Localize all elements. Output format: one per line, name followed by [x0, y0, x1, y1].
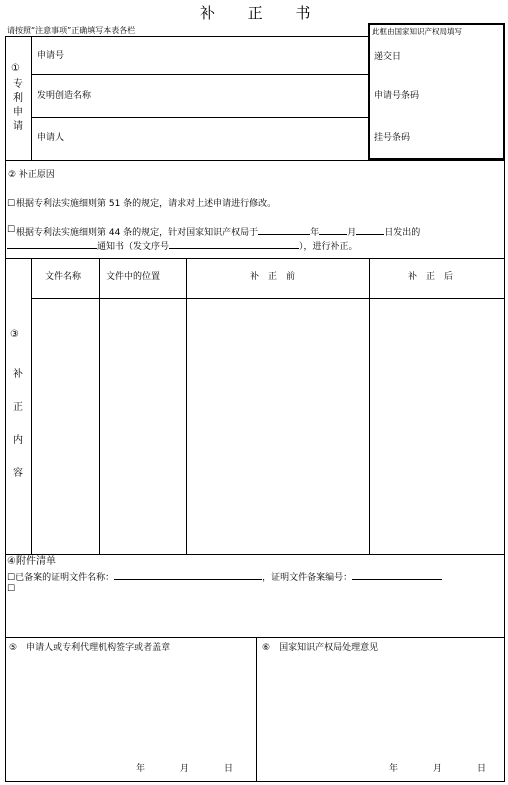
submit-date-label: 递交日	[374, 52, 402, 62]
reason2-suffix: ），进行补正。	[299, 242, 358, 252]
reason2-text	[16, 226, 420, 238]
reason2-line2	[7, 240, 358, 252]
reason2-prefix: 根据专利法实施细则第 44 条的规定，针对国家知识产权局于	[16, 228, 259, 238]
attachment-record-no-blank[interactable]	[352, 571, 442, 580]
reason1-checkbox[interactable]: ☐	[7, 199, 16, 209]
office-box-header: 此框由国家知识产权局填写	[372, 27, 462, 36]
reason1-text: 根据专利法实施细则第 51 条的规定，请求对上述申请进行修改。	[16, 199, 277, 209]
attachment-record-label: ，证明文件备案编号：	[262, 573, 353, 583]
section6-date-day: 日	[477, 764, 487, 774]
invention-name-label: 发明创造名称	[37, 91, 92, 101]
serial-number-blank[interactable]	[169, 240, 299, 249]
column-header-position: 文件中的位置	[106, 272, 161, 282]
section5-date-month: 月	[180, 764, 190, 774]
attachment-checkbox-2[interactable]: ☐	[7, 584, 16, 594]
notice-label: 通知书（发文序号	[97, 242, 170, 252]
section6-date-year: 年	[389, 764, 399, 774]
attachment-checkbox[interactable]: ☐	[7, 573, 16, 583]
section1-side-label	[12, 78, 24, 134]
section5-date-day: 日	[224, 764, 234, 774]
attachment-doc-label: 已备案的证明文件名称：	[15, 573, 115, 583]
section1-side-char: 专	[13, 79, 23, 90]
section3-side-char: 正	[13, 402, 23, 413]
notice-name-blank[interactable]	[7, 240, 97, 249]
section6-heading: ⑥ 国家知识产权局处理意见	[262, 643, 379, 653]
applicant-label: 申请人	[37, 133, 65, 143]
date-month-blank[interactable]	[319, 226, 347, 235]
day-unit: 日发出的	[384, 228, 421, 238]
column-header-file-name: 文件名称	[45, 272, 82, 282]
section3-side-label	[12, 358, 24, 490]
year-unit: 年	[310, 228, 320, 238]
section1-marker: ①	[11, 63, 20, 74]
column-header-after: 补 正 后	[408, 272, 454, 282]
section4-heading: ④附件清单	[7, 556, 56, 567]
date-day-blank[interactable]	[356, 226, 384, 235]
section2-heading: ② 补正原因	[8, 170, 55, 180]
reason2-checkbox[interactable]: ☐	[7, 225, 16, 235]
section1-side-char: 利	[13, 93, 23, 104]
section3-side-char: 内	[13, 435, 23, 446]
section5-date-year: 年	[136, 764, 146, 774]
section1-side-char: 请	[13, 121, 23, 132]
section3-side-char: 补	[13, 369, 23, 380]
section6-date-month: 月	[433, 764, 443, 774]
date-year-blank[interactable]	[258, 226, 310, 235]
app-no-barcode-label: 申请号条码	[374, 91, 420, 101]
section3-side-char: 容	[13, 468, 23, 479]
attachment-item1	[7, 571, 442, 583]
app-number-label: 申请号	[37, 51, 65, 61]
section1-side-char: 申	[13, 107, 23, 118]
month-unit: 月	[347, 228, 357, 238]
mail-barcode-label: 挂号条码	[374, 133, 411, 143]
section5-heading: ⑤ 申请人或专利代理机构签字或者盖章	[9, 643, 171, 653]
section3-marker: ③	[10, 329, 19, 340]
instruction-note: 请按照“注意事项”正确填写本表各栏	[7, 26, 136, 35]
column-header-before: 补 正 前	[250, 272, 296, 282]
form-title: 补 正 书	[200, 4, 325, 22]
attachment-doc-name-blank[interactable]	[114, 571, 262, 580]
